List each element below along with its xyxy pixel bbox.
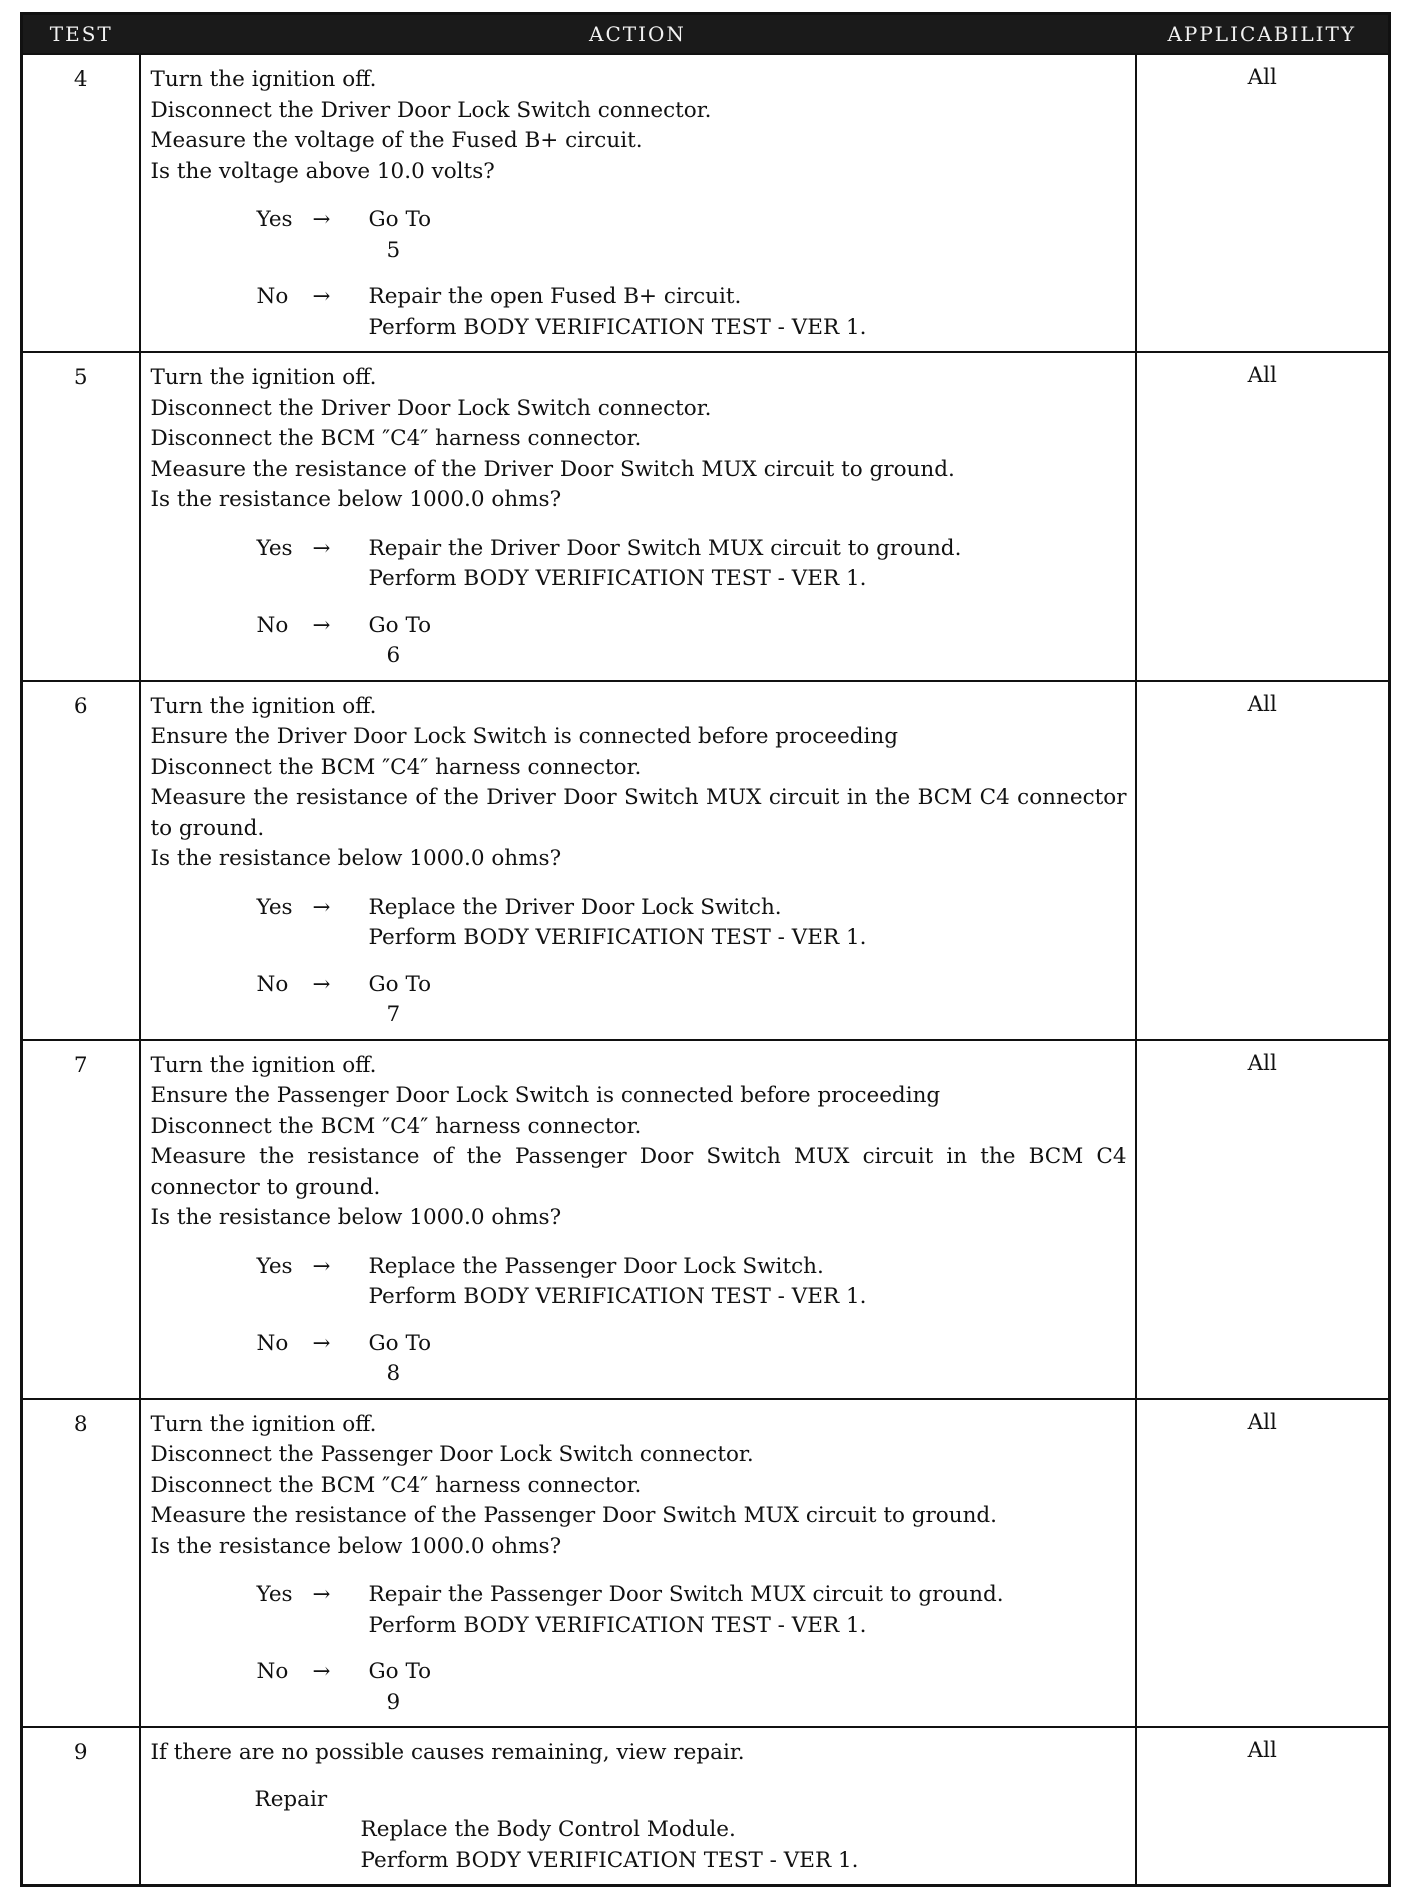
action-step: Turn the ignition off. [150, 1411, 377, 1437]
yes-label: Yes [256, 894, 293, 920]
goto-line [369, 611, 1127, 672]
applicability-value: All [1136, 1399, 1390, 1728]
goto-line [369, 205, 1127, 266]
test-number: 9 [22, 1727, 140, 1886]
table-header-row [22, 14, 1390, 55]
action-cell [140, 1040, 1136, 1399]
test-number: 6 [22, 681, 140, 1040]
outcome-result [369, 1329, 1127, 1390]
repair-label: Repair [254, 1786, 328, 1812]
repair-line: Replace the Body Control Module. [360, 1817, 736, 1842]
repair-instructions [361, 1815, 1127, 1876]
outcome-line: Repair the Passenger Door Switch MUX circuit to ground. [368, 1582, 1004, 1607]
no-outcome [257, 282, 1127, 343]
action-step: Ensure the Driver Door Lock Switch is connected before proceeding [150, 724, 899, 749]
action-step: Is the resistance below 1000.0 ohms? [150, 1205, 562, 1230]
outcome-line: Perform BODY VERIFICATION TEST - VER 1. [368, 566, 867, 591]
action-step: Turn the ignition off. [150, 365, 377, 390]
outcome-line: Replace the Passenger Door Lock Switch. [368, 1253, 824, 1279]
goto-target: 5 [386, 237, 401, 263]
header-action: ACTION [140, 14, 1136, 55]
test-number: 5 [22, 352, 140, 681]
no-outcome [257, 1657, 1127, 1718]
yes-outcome [257, 205, 1127, 266]
outcome-result [369, 1252, 1127, 1313]
table-row [22, 1399, 1390, 1728]
action-cell [140, 1399, 1136, 1728]
goto-label: Go To [368, 207, 432, 232]
goto-label: Go To [368, 971, 432, 997]
action-step: Is the voltage above 10.0 volts? [150, 158, 495, 184]
right-arrow-icon: → [312, 1253, 331, 1279]
action-step: Disconnect the BCM ″C4″ harness connector. [150, 754, 642, 780]
yes-label: Yes [256, 207, 293, 232]
action-step: Disconnect the Driver Door Lock Switch connector. [150, 97, 712, 123]
outcome-result [369, 205, 1127, 266]
action-step: Measure the resistance of the Passenger Door Switch MUX circuit in the BCM C4 connector to ground. [150, 1144, 1127, 1200]
outcome-line: Repair the open Fused B+ circuit. [368, 284, 742, 309]
applicability-value: All [1136, 1727, 1390, 1886]
action-step: Disconnect the BCM ″C4″ harness connector. [150, 1472, 642, 1498]
applicability-value: All [1136, 54, 1390, 352]
action-step: Turn the ignition off. [150, 1052, 377, 1078]
test-number: 4 [22, 54, 140, 352]
applicability-value: All [1136, 681, 1390, 1040]
right-arrow-icon: → [312, 284, 331, 309]
goto-target: 6 [386, 643, 401, 668]
no-label: No [256, 1330, 289, 1356]
header-applicability: APPLICABILITY [1136, 14, 1390, 55]
table-row [22, 1727, 1390, 1886]
action-step: Disconnect the BCM ″C4″ harness connector. [150, 426, 642, 451]
yes-label: Yes [256, 1582, 293, 1607]
action-step: Disconnect the Passenger Door Lock Switch connector. [150, 1442, 754, 1467]
action-step: Is the resistance below 1000.0 ohms? [150, 846, 562, 871]
action-step: Measure the resistance of the Passenger Door Switch MUX circuit to ground. [150, 1503, 998, 1528]
no-outcome [257, 1329, 1127, 1390]
action-cell [140, 54, 1136, 352]
outcome-line: Perform BODY VERIFICATION TEST - VER 1. [368, 1612, 867, 1638]
table-row [22, 681, 1390, 1040]
action-step: Turn the ignition off. [150, 67, 377, 92]
outcome-line: Perform BODY VERIFICATION TEST - VER 1. [368, 925, 867, 950]
action-step: Disconnect the BCM ″C4″ harness connector. [150, 1113, 642, 1139]
yes-label: Yes [256, 1253, 293, 1279]
no-outcome [257, 970, 1127, 1031]
test-number: 8 [22, 1399, 140, 1728]
right-arrow-icon: → [312, 207, 331, 232]
right-arrow-icon: → [312, 612, 331, 638]
outcome-result [369, 1580, 1127, 1641]
outcome-line: Replace the Driver Door Lock Switch. [368, 894, 782, 920]
header-test: TEST [22, 14, 140, 55]
table-row [22, 54, 1390, 352]
diagnostic-test-table [20, 12, 1391, 1887]
no-label: No [256, 971, 289, 997]
outcome-line: Perform BODY VERIFICATION TEST - VER 1. [368, 314, 867, 340]
goto-line [369, 1657, 1127, 1718]
test-number: 7 [22, 1040, 140, 1399]
applicability-value: All [1136, 352, 1390, 681]
repair-line: Perform BODY VERIFICATION TEST - VER 1. [360, 1847, 859, 1873]
diagnostic-test-page [20, 12, 1388, 1887]
action-step: Measure the voltage of the Fused B+ circuit. [150, 128, 643, 153]
action-step: Is the resistance below 1000.0 ohms? [150, 1533, 562, 1559]
goto-target: 8 [386, 1361, 401, 1386]
goto-target: 9 [386, 1689, 401, 1715]
action-cell [140, 352, 1136, 681]
yes-outcome [257, 534, 1127, 595]
right-arrow-icon: → [312, 971, 331, 997]
table-row [22, 1040, 1390, 1399]
action-step: Is the resistance below 1000.0 ohms? [150, 487, 562, 512]
applicability-value: All [1136, 1040, 1390, 1399]
outcome-result [369, 970, 1127, 1031]
action-step: Ensure the Passenger Door Lock Switch is connected before proceeding [150, 1083, 941, 1108]
outcome-result [369, 1657, 1127, 1718]
action-step: Measure the resistance of the Driver Door Switch MUX circuit in the BCM C4 connector to ground. [150, 785, 1127, 841]
right-arrow-icon: → [312, 1659, 331, 1684]
outcome-result [369, 611, 1127, 672]
action-step: Disconnect the Driver Door Lock Switch connector. [150, 395, 712, 421]
right-arrow-icon: → [312, 1330, 331, 1356]
right-arrow-icon: → [312, 894, 331, 920]
right-arrow-icon: → [312, 1582, 331, 1607]
goto-line [369, 1329, 1127, 1390]
goto-label: Go To [368, 1330, 432, 1356]
yes-outcome [257, 1252, 1127, 1313]
action-cell [140, 681, 1136, 1040]
outcome-line: Perform BODY VERIFICATION TEST - VER 1. [368, 1284, 867, 1309]
no-label: No [256, 612, 289, 638]
repair-block [255, 1785, 1127, 1877]
no-label: No [256, 284, 289, 309]
outcome-result [369, 282, 1127, 343]
no-outcome [257, 611, 1127, 672]
action-step: Turn the ignition off. [150, 693, 377, 719]
goto-label: Go To [368, 1659, 432, 1684]
yes-outcome [257, 893, 1127, 954]
action-step: If there are no possible causes remaining, view repair. [150, 1740, 745, 1765]
outcome-result [369, 534, 1127, 595]
action-cell [140, 1727, 1136, 1886]
right-arrow-icon: → [312, 535, 331, 561]
yes-outcome [257, 1580, 1127, 1641]
outcome-line: Repair the Driver Door Switch MUX circuit to ground. [368, 535, 962, 561]
goto-line [369, 970, 1127, 1031]
goto-target: 7 [386, 1002, 401, 1027]
yes-label: Yes [256, 535, 293, 561]
no-label: No [256, 1659, 289, 1684]
goto-label: Go To [368, 612, 432, 638]
table-row [22, 352, 1390, 681]
action-step: Measure the resistance of the Driver Door Switch MUX circuit to ground. [150, 456, 955, 482]
outcome-result [369, 893, 1127, 954]
